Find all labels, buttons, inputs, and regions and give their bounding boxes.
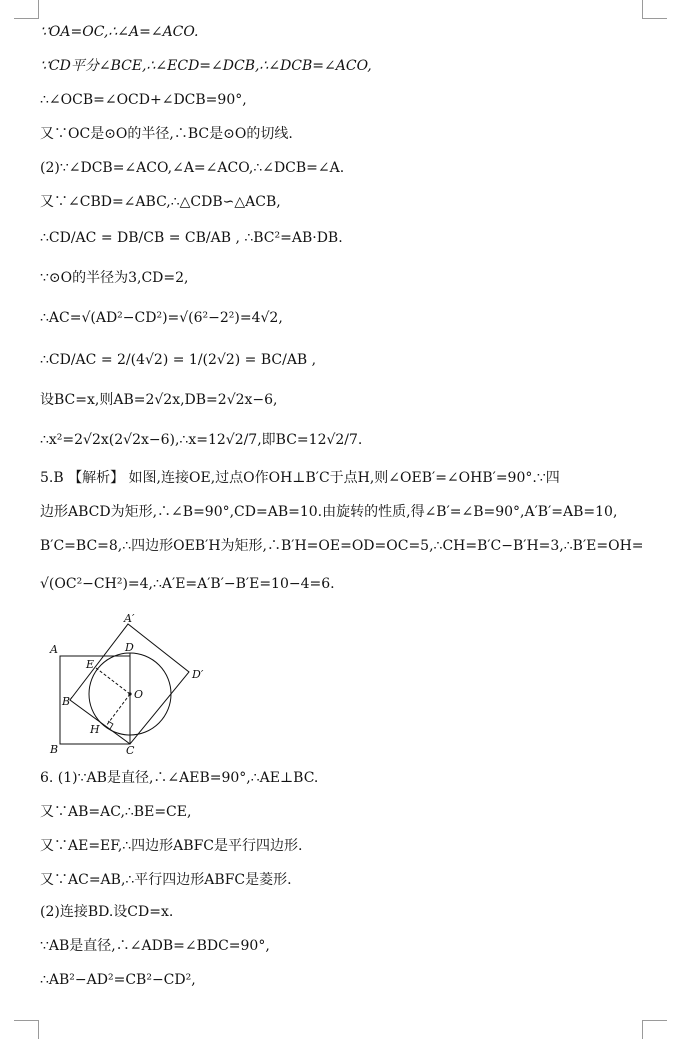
label-o: O [134,688,144,701]
text-line-17: 6. (1)∵AB是直径,∴∠AEB=90°,∴AE⊥BC. [40,770,319,786]
text-line-15: B′C=BC=8,∴四边形OEB′H为矩形,∴B′H=OE=OD=OC=5,∴CH=B′C−B′H=3,∴B′E=OH= [40,538,644,554]
text-line-16: √(OC²−CH²)=4,∴A′E=A′B′−B′E=10−4=6. [40,576,335,592]
text-line-6: 又∵∠CBD=∠ABC,∴△CDB∽△ACB, [40,194,281,210]
label-d-prime: D′ [192,668,204,681]
text-line-13: 5.B 【解析】 如图,连接OE,过点O作OH⊥B′C于点H,则∠OEB′=∠OHB′=90°.∵四 [40,470,560,486]
text-line-20: 又∵AC=AB,∴平行四边形ABFC是菱形. [40,872,292,888]
text-line-8: ∵⊙O的半径为3,CD=2, [40,270,189,286]
geometry-figure [44,612,214,758]
text-line-23: ∴AB²−AD²=CB²−CD², [40,972,196,988]
center-dot [128,692,131,695]
text-line-19: 又∵AE=EF,∴四边形ABFC是平行四边形. [40,838,303,854]
text-line-5: (2)∵∠DCB=∠ACO,∠A=∠ACO,∴∠DCB=∠A. [40,160,345,176]
text-line-18: 又∵AB=AC,∴BE=CE, [40,804,192,820]
text-line-12: ∴x²=2√2x(2√2x−6),∴x=12√2/7,即BC=12√2/7. [40,432,363,448]
label-h: H [90,723,100,736]
label-a: A [50,643,58,656]
label-b-prime: B′ [62,695,73,708]
text-line-22: ∵AB是直径,∴∠ADB=∠BDC=90°, [40,938,270,954]
label-a-prime: A′ [124,612,135,625]
label-b: B [50,743,59,756]
segment-oe [96,668,130,694]
text-line-14: 边形ABCD为矩形,∴∠B=90°,CD=AB=10.由旋转的性质,得∠B′=∠B=90°,A′B′=AB=10, [40,504,618,520]
label-c: C [126,744,135,757]
segment-oh [106,694,130,726]
text-line-21: (2)连接BD.设CD=x. [40,904,174,920]
crop-mark-top-right [642,0,667,19]
label-e: E [86,658,95,671]
text-line-1: ∵OA=OC,∴∠A=∠ACO. [40,24,199,40]
crop-mark-bottom-left [14,1020,39,1039]
text-line-2: ∵CD平分∠BCE,∴∠ECD=∠DCB,∴∠DCB=∠ACO, [40,58,372,74]
crop-mark-bottom-right [642,1020,667,1039]
text-line-7: ∴CD/AC = DB/CB = CB/AB , ∴BC²=AB·DB. [40,230,343,246]
text-line-4: 又∵OC是⊙O的半径,∴BC是⊙O的切线. [40,126,293,142]
label-d: D [125,641,134,654]
text-line-10: ∴CD/AC = 2/(4√2) = 1/(2√2) = BC/AB , [40,352,317,368]
crop-mark-top-left [14,0,39,19]
text-line-9: ∴AC=√(AD²−CD²)=√(6²−2²)=4√2, [40,310,283,326]
text-line-11: 设BC=x,则AB=2√2x,DB=2√2x−6, [40,392,278,408]
text-line-3: ∴∠OCB=∠OCD+∠DCB=90°, [40,92,247,108]
